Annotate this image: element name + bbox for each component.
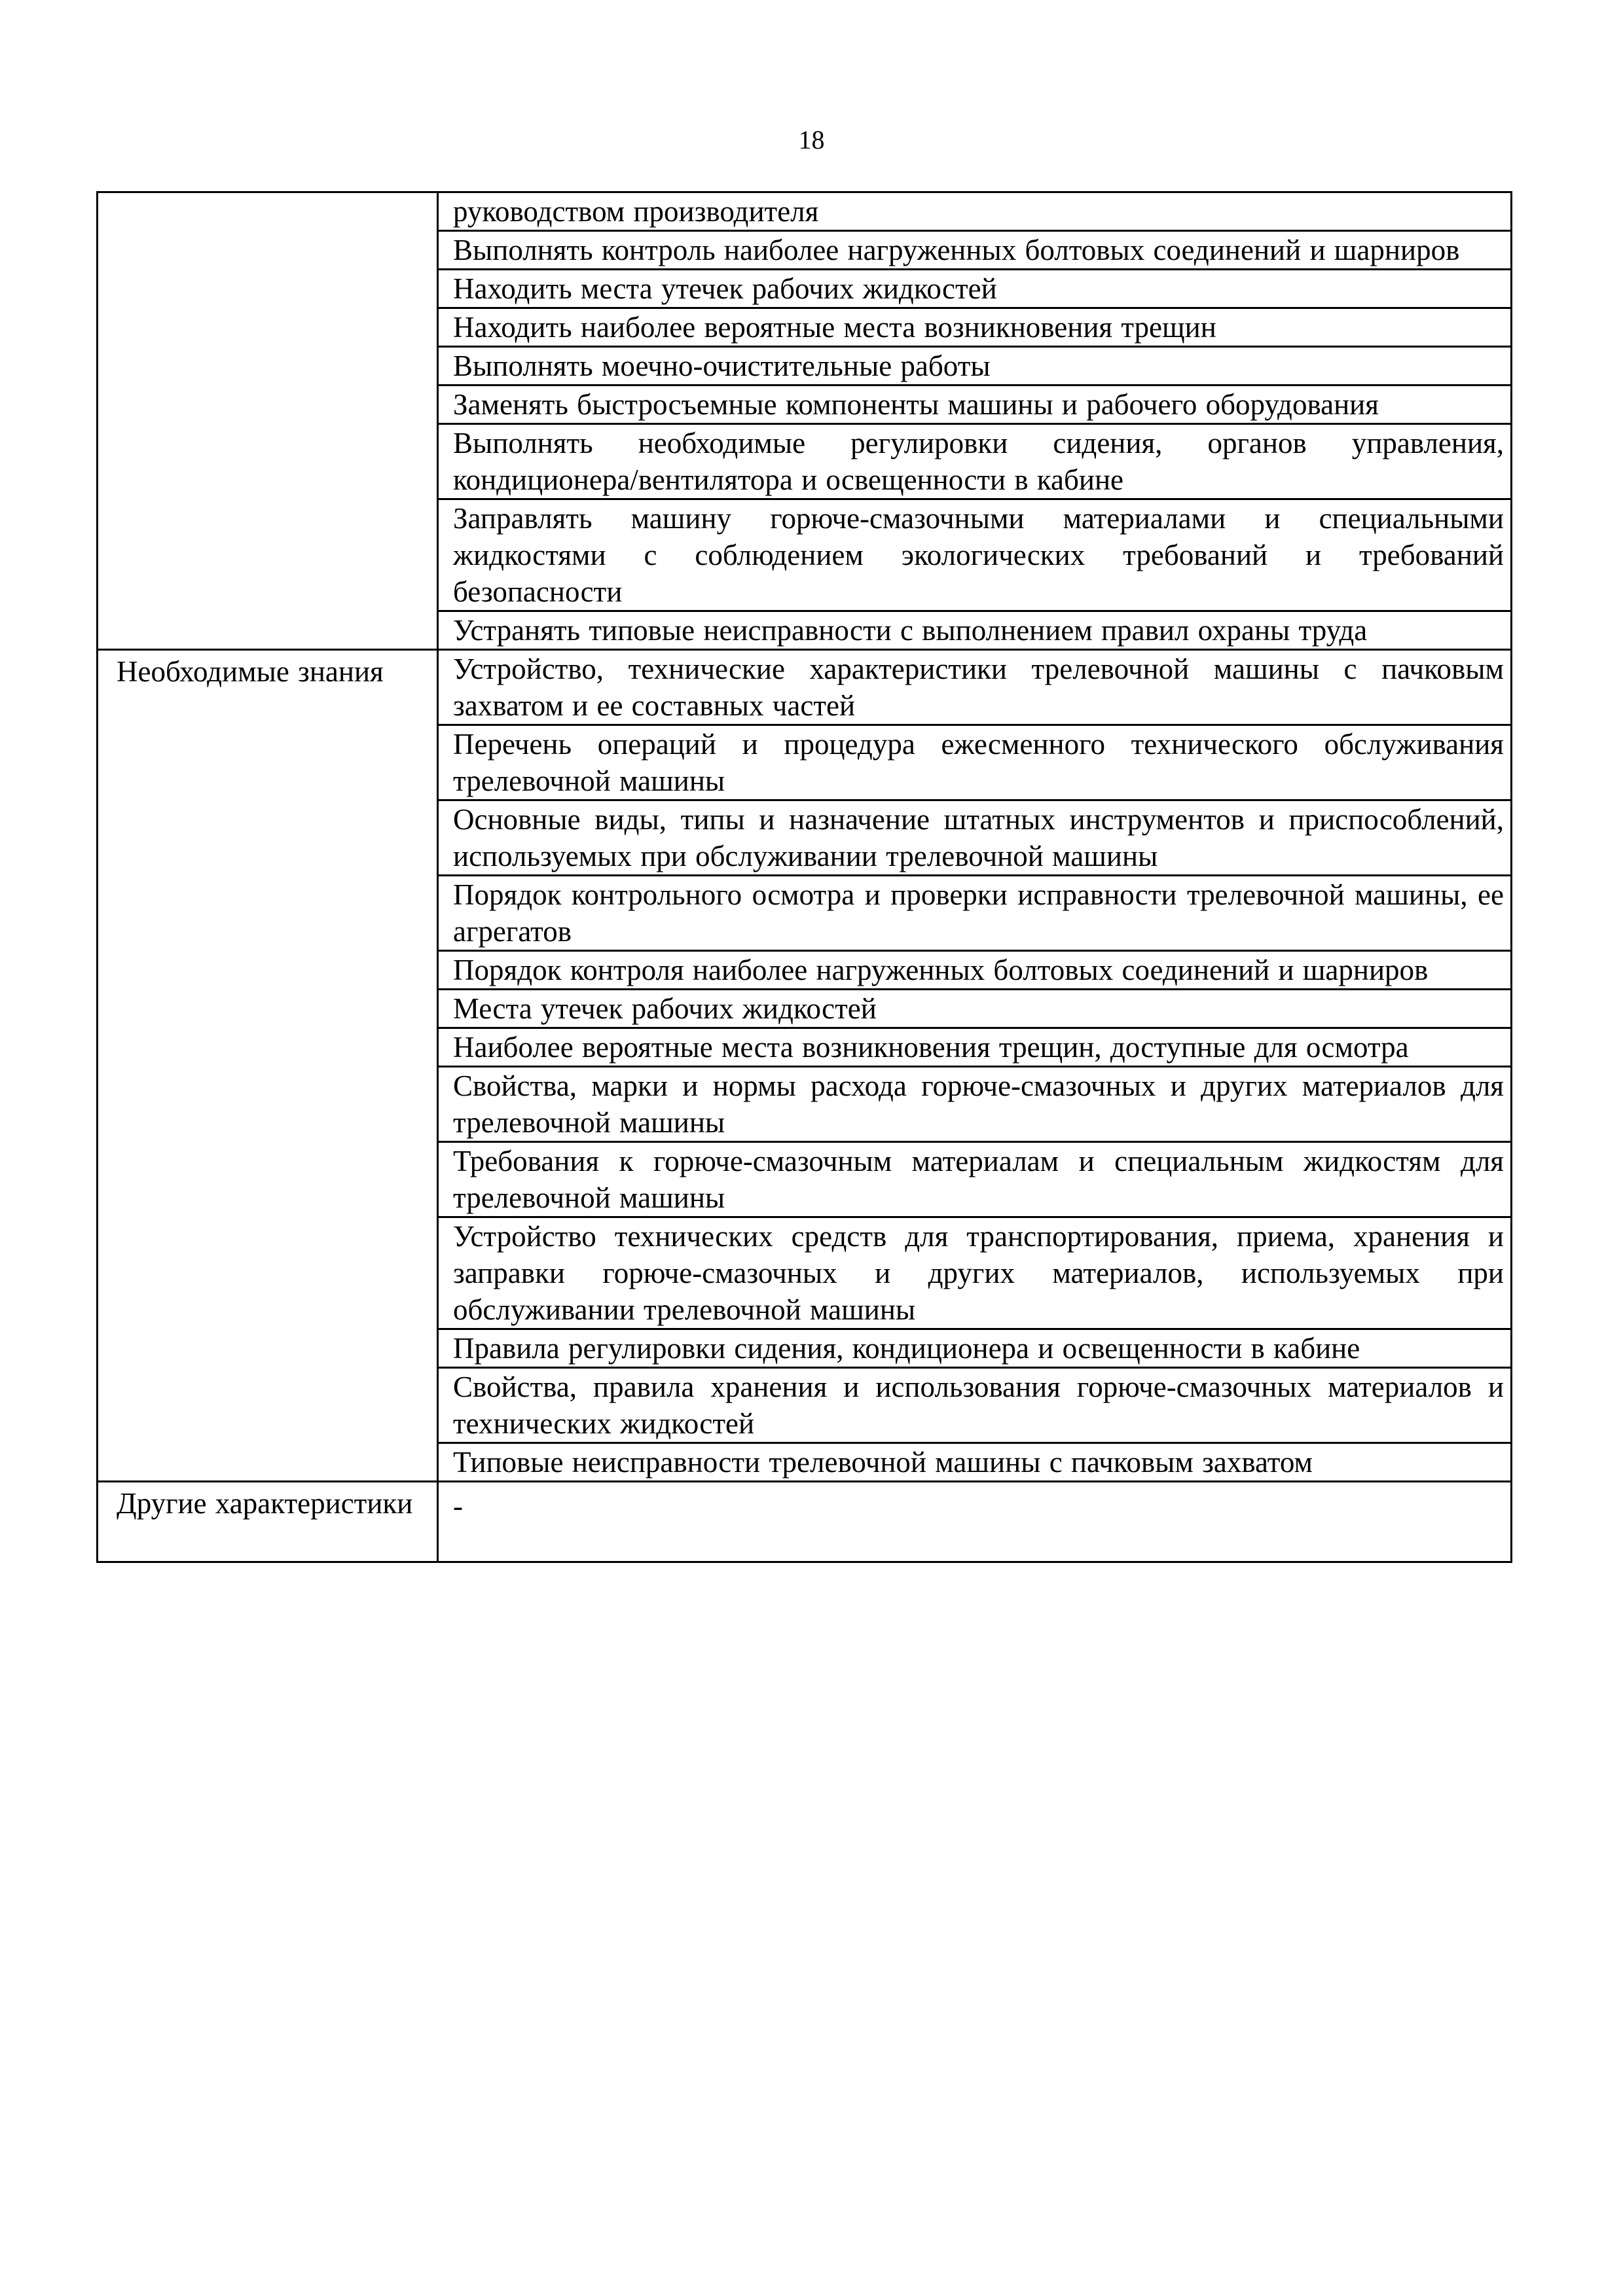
knowledge-item: Наиболее вероятные места возникновения трещин, доступные для осмотра (438, 1028, 1512, 1067)
other-value: - (438, 1482, 1512, 1562)
knowledge-item: Места утечек рабочих жидкостей (438, 990, 1512, 1028)
knowledge-item: Свойства, марки и нормы расхода горюче-смазочных и других материалов для трелевочной машины (438, 1067, 1512, 1142)
table-row (98, 231, 1512, 270)
table-row (98, 192, 1512, 231)
knowledge-item: Типовые неисправности трелевочной машины с пачковым захватом (438, 1443, 1512, 1482)
table-row (98, 1482, 1512, 1562)
skill-item: Заправлять машину горюче-смазочными материалами и специальными жидкостями с соблюдением экологических требований и требований безопасности (438, 499, 1512, 611)
knowledge-label: Необходимые знания (98, 650, 438, 1482)
skill-item: Устранять типовые неисправности с выполнением правил охраны труда (438, 611, 1512, 650)
knowledge-item: Порядок контрольного осмотра и проверки исправности трелевочной машины, ее агрегатов (438, 876, 1512, 951)
knowledge-item: Порядок контроля наиболее нагруженных болтовых соединений и шарниров (438, 951, 1512, 990)
table-row (98, 386, 1512, 424)
knowledge-item: Устройство, технические характеристики трелевочной машины с пачковым захватом и ее составных частей (438, 650, 1512, 725)
table-row (98, 308, 1512, 347)
empty-label-cell (98, 192, 438, 231)
skill-item: руководством производителя (438, 192, 1512, 231)
knowledge-item: Основные виды, типы и назначение штатных инструментов и приспособлений, используемых при обслуживании трелевочной машины (438, 800, 1512, 876)
skill-item: Заменять быстросъемные компоненты машины и рабочего оборудования (438, 386, 1512, 424)
skill-item: Выполнять необходимые регулировки сидения, органов управления, кондиционера/вентилятора и освещенности в кабине (438, 424, 1512, 499)
table-row (98, 424, 1512, 499)
knowledge-item: Требования к горюче-смазочным материалам и специальным жидкостям для трелевочной машины (438, 1142, 1512, 1217)
table-row (98, 611, 1512, 650)
skill-item: Выполнять контроль наиболее нагруженных болтовых соединений и шарниров (438, 231, 1512, 270)
knowledge-item: Устройство технических средств для транспортирования, приема, хранения и заправки горюче-смазочных и других материалов, используемых при обслуживании трелевочной машины (438, 1217, 1512, 1329)
skill-item: Выполнять моечно-очистительные работы (438, 347, 1512, 386)
table-row (98, 347, 1512, 386)
table-row (98, 270, 1512, 308)
table-row (98, 650, 1512, 725)
knowledge-item: Свойства, правила хранения и использования горюче-смазочных материалов и технических жидкостей (438, 1368, 1512, 1443)
knowledge-item: Правила регулировки сидения, кондиционера и освещенности в кабине (438, 1329, 1512, 1368)
table-row (98, 499, 1512, 611)
skill-item: Находить наиболее вероятные места возникновения трещин (438, 308, 1512, 347)
competency-table (96, 191, 1512, 1563)
other-label: Другие характеристики (98, 1482, 438, 1562)
skill-item: Находить места утечек рабочих жидкостей (438, 270, 1512, 308)
page-number: 18 (798, 125, 825, 154)
knowledge-item: Перечень операций и процедура ежесменного технического обслуживания трелевочной машины (438, 725, 1512, 800)
